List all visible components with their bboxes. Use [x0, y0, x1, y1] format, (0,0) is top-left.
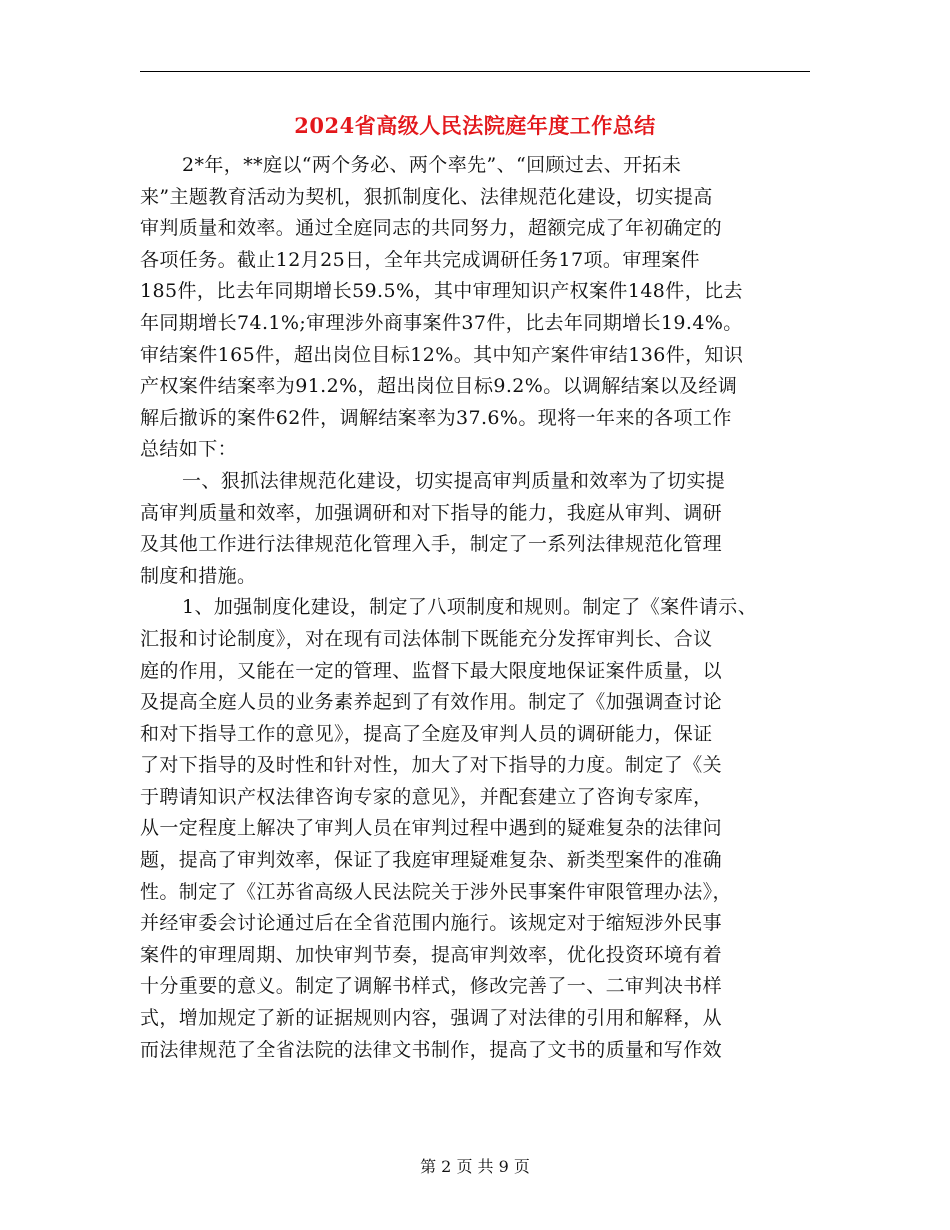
text-line: 产权案件结案率为91.2%，超出岗位目标9.2%。以调解结案以及经调 [140, 375, 738, 398]
page-footer: 第 2 页 共 9 页 [420, 1157, 530, 1176]
text-line: 式，增加规定了新的证据规则内容，强调了对法律的引用和解释，从 [140, 1007, 723, 1030]
text-line: 一、狠抓法律规范化建设，切实提高审判质量和效率为了切实提 [182, 469, 726, 492]
text-line: 而法律规范了全省法院的法律文书制作，提高了文书的质量和写作效 [140, 1038, 723, 1061]
text-line: 解后撤诉的案件62件，调解结案率为37.6%。现将一年来的各项工作 [140, 406, 732, 429]
text-line: 年同期增长74.1%;审理涉外商事案件37件，比去年同期增长19.4%。 [140, 311, 743, 334]
text-line: 制度和措施。 [140, 564, 257, 587]
text-line: 总结如下： [140, 438, 238, 461]
text-line: 及提高全庭人员的业务素养起到了有效作用。制定了《加强调查讨论 [140, 691, 723, 714]
text-line: 各项任务。截止12月25日，全年共完成调研任务17项。审理案件 [140, 248, 700, 271]
text-line: 审判质量和效率。通过全庭同志的共同努力，超额完成了年初确定的 [140, 217, 723, 240]
text-line: 十分重要的意义。制定了调解书样式，修改完善了一、二审判决书样 [140, 975, 723, 998]
text-line: 汇报和讨论制度》，对在现有司法体制下既能充分发挥审判长、合议 [140, 627, 713, 650]
text-line: 审结案件165件，超出岗位目标12%。其中知产案件审结136件，知识 [140, 343, 744, 366]
text-line: 并经审委会讨论通过后在全省范围内施行。该规定对于缩短涉外民事 [140, 912, 723, 935]
text-line: 从一定程度上解决了审判人员在审判过程中遇到的疑难复杂的法律问 [140, 817, 723, 840]
header-rule [140, 71, 810, 72]
text-line: 来”主题教育活动为契机，狠抓制度化、法律规范化建设，切实提高 [140, 185, 713, 208]
text-line: 题，提高了审判效率，保证了我庭审理疑难复杂、新类型案件的准确 [140, 849, 723, 872]
text-line: 185件，比去年同期增长59.5%，其中审理知识产权案件148件，比去 [140, 280, 743, 303]
text-line: 庭的作用，又能在一定的管理、监督下最大限度地保证案件质量，以 [140, 659, 723, 682]
text-line: 性。制定了《江苏省高级人民法院关于涉外民事案件审限管理办法》， [140, 880, 732, 903]
text-line: 高审判质量和效率，加强调研和对下指导的能力，我庭从审判、调研 [140, 501, 723, 524]
text-line: 2*年，**庭以“两个务必、两个率先”、“回顾过去、开拓未 [182, 154, 682, 176]
text-line: 及其他工作进行法律规范化管理入手，制定了一系列法律规范化管理 [140, 533, 723, 556]
text-line: 案件的审理周期、加快审判节奏，提高审判效率，优化投资环境有着 [140, 943, 723, 966]
text-line: 于聘请知识产权法律咨询专家的意见》，并配套建立了咨询专家库， [140, 785, 713, 808]
text-line: 和对下指导工作的意见》，提高了全庭及审判人员的调研能力，保证 [140, 722, 713, 745]
document-body [140, 150, 830, 1066]
text-line: 1、加强制度化建设，制定了八项制度和规则。制定了《案件请示、 [182, 596, 758, 619]
text-line: 了对下指导的及时性和针对性，加大了对下指导的力度。制定了《关 [140, 754, 723, 777]
document-title: 2024省高级人民法院庭年度工作总结 [294, 113, 656, 138]
